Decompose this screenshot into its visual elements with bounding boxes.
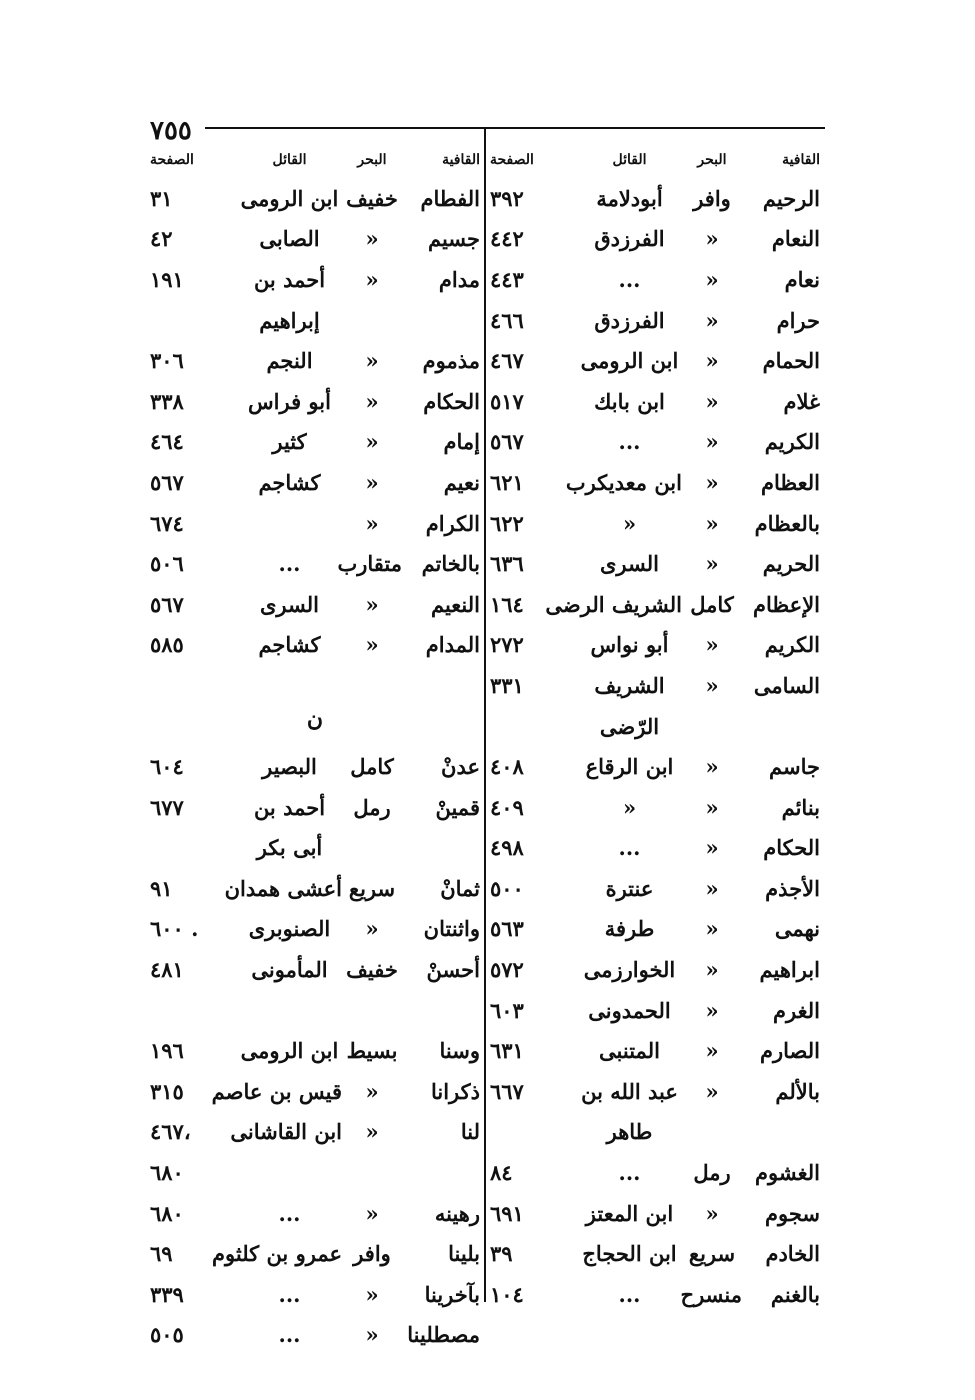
index-row bbox=[490, 584, 820, 625]
meter: « bbox=[705, 551, 719, 577]
rhyme: غلام bbox=[783, 388, 820, 414]
poet: أحمد بن bbox=[253, 794, 326, 820]
meter: « bbox=[705, 794, 719, 820]
header-rhyme: القافية bbox=[782, 152, 820, 168]
rhyme: نهمى bbox=[774, 916, 820, 942]
header-page: الصفحة bbox=[150, 152, 194, 168]
rhyme: الحكام bbox=[423, 388, 480, 414]
index-row bbox=[490, 300, 820, 341]
header-meter: البحر bbox=[697, 152, 727, 168]
page-ref: ٥٠٥ bbox=[150, 1322, 184, 1348]
poet: كثير bbox=[272, 429, 307, 455]
poet: ... bbox=[618, 266, 641, 292]
rhyme: إمام bbox=[443, 429, 480, 455]
index-row bbox=[150, 584, 480, 625]
page-ref: ١٠٤ bbox=[490, 1281, 524, 1307]
meter: « bbox=[365, 348, 379, 374]
rhyme: الأجذم bbox=[765, 875, 820, 901]
poet: كشاجم bbox=[258, 469, 321, 495]
meter: « bbox=[365, 469, 379, 495]
index-row bbox=[150, 746, 480, 787]
index-row bbox=[150, 1112, 480, 1153]
meter: وافر bbox=[693, 185, 731, 211]
page-ref: ٤٦٧ bbox=[490, 348, 524, 374]
meter: سريع bbox=[688, 1241, 736, 1267]
index-row bbox=[490, 746, 820, 787]
rhyme: الرحيم bbox=[762, 185, 820, 211]
meter: « bbox=[705, 1038, 719, 1064]
poet: النجم bbox=[266, 348, 313, 374]
rhyme: نعيم bbox=[443, 469, 480, 495]
rhyme: مذموم bbox=[422, 348, 480, 374]
poet: إبراهيم bbox=[259, 307, 320, 333]
meter: « bbox=[705, 469, 719, 495]
poet: الشريف الرضى bbox=[545, 591, 682, 617]
index-row bbox=[490, 1233, 820, 1274]
page-ref: ٦٠٠ . bbox=[150, 916, 199, 942]
rhyme: بالألم bbox=[775, 1078, 820, 1104]
header-rule bbox=[205, 127, 825, 129]
meter: « bbox=[365, 1200, 379, 1226]
column-headers bbox=[150, 142, 480, 178]
index-row bbox=[490, 1030, 820, 1071]
page-ref: ٥٦٣ bbox=[490, 916, 524, 942]
page-ref: ٤٢ bbox=[150, 226, 173, 252]
page-ref: ٥٠٦ bbox=[150, 551, 184, 577]
poet: أحمد بن bbox=[253, 266, 326, 292]
poet: الصابى bbox=[259, 226, 320, 252]
rhyme: الكريم bbox=[764, 632, 820, 658]
poet: المأمونى bbox=[251, 957, 328, 983]
meter: رمل bbox=[693, 1160, 731, 1186]
rhyme: مصطلينا bbox=[407, 1322, 480, 1348]
index-row bbox=[150, 543, 480, 584]
poet: الحمدونى bbox=[588, 997, 671, 1023]
poet: ابن الرومى bbox=[240, 185, 339, 211]
poet: كشاجم bbox=[258, 632, 321, 658]
page-ref: ٦٧٧ bbox=[150, 794, 184, 820]
meter: كامل bbox=[350, 754, 394, 780]
rhyme: الكريم bbox=[764, 429, 820, 455]
meter: « bbox=[365, 1322, 379, 1348]
page-ref: ٦٨٠ bbox=[150, 1160, 184, 1186]
poet: ... bbox=[618, 1281, 641, 1307]
index-row bbox=[490, 828, 820, 869]
rhyme: ابراهيم bbox=[759, 957, 820, 983]
index-row bbox=[150, 949, 480, 990]
meter: « bbox=[705, 307, 719, 333]
rhyme: بالغنم bbox=[770, 1281, 820, 1307]
page-ref: ٤٠٨ bbox=[490, 754, 524, 780]
meter: « bbox=[705, 875, 719, 901]
meter: منسرح bbox=[680, 1281, 742, 1307]
poet: الخوارزمى bbox=[583, 957, 676, 983]
index-row bbox=[490, 949, 820, 990]
page-ref: ١٩١ bbox=[150, 266, 184, 292]
index-row bbox=[150, 868, 480, 909]
header-rhyme: القافية bbox=[442, 152, 480, 168]
index-row bbox=[490, 1071, 820, 1112]
index-row bbox=[490, 1193, 820, 1234]
page-ref: ٥٦٧ bbox=[490, 429, 524, 455]
rhyme: عدنْ bbox=[441, 754, 480, 780]
header-meter: البحر bbox=[357, 152, 387, 168]
page-ref: ٣١ bbox=[150, 185, 173, 211]
poet: أبو نواس bbox=[590, 632, 669, 658]
page-ref: ٣١٥ bbox=[150, 1078, 184, 1104]
page-ref: ٦٢١ bbox=[490, 469, 524, 495]
rhyme: العظام bbox=[761, 469, 820, 495]
page-ref: ٩١ bbox=[150, 875, 173, 901]
poet: ابن الرومى bbox=[240, 1038, 339, 1064]
rhyme: ذكرانا bbox=[430, 1078, 480, 1104]
index-row bbox=[150, 909, 480, 950]
rhyme: أحسنْ bbox=[426, 957, 480, 983]
index-row bbox=[150, 381, 480, 422]
index-row bbox=[490, 422, 820, 463]
rhyme: الحمام bbox=[762, 348, 820, 374]
poet: البصير bbox=[262, 754, 317, 780]
meter: « bbox=[365, 916, 379, 942]
meter: « bbox=[705, 754, 719, 780]
index-row bbox=[150, 422, 480, 463]
meter: « bbox=[705, 1078, 719, 1104]
rhyme: الغشوم bbox=[755, 1160, 820, 1186]
rhyme: الحريم bbox=[762, 551, 820, 577]
meter: « bbox=[705, 997, 719, 1023]
continuation-row bbox=[150, 828, 480, 869]
poet: ... bbox=[618, 835, 641, 861]
page-ref: ١٩٦ bbox=[150, 1038, 184, 1064]
page-ref: ٣٣١ bbox=[490, 672, 524, 698]
poet: قيس بن عاصم bbox=[211, 1078, 342, 1104]
meter: سريع bbox=[348, 875, 396, 901]
index-row bbox=[490, 665, 820, 706]
poet: ابن المعتز bbox=[585, 1200, 674, 1226]
index-row bbox=[490, 259, 820, 300]
page-ref: ٣٩٢ bbox=[490, 185, 524, 211]
column-headers bbox=[490, 142, 820, 178]
rhyme: بالعظام bbox=[754, 510, 820, 536]
index-row bbox=[490, 787, 820, 828]
page-ref: ٤٦٦ bbox=[490, 307, 524, 333]
poet: ... bbox=[278, 1322, 301, 1348]
poet: ... bbox=[618, 429, 641, 455]
page-ref: ٣٣٩ bbox=[150, 1281, 184, 1307]
rhyme: سجوم bbox=[764, 1200, 820, 1226]
page-ref: ٤٦٤ bbox=[150, 429, 184, 455]
meter: كامل bbox=[690, 591, 734, 617]
index-row bbox=[150, 1152, 480, 1193]
poet: طرفة bbox=[604, 916, 655, 942]
index-row bbox=[150, 1193, 480, 1234]
meter: « bbox=[365, 1281, 379, 1307]
poet: ... bbox=[278, 1281, 301, 1307]
poet: عنترة bbox=[605, 875, 654, 901]
rhyme: وسنا bbox=[439, 1038, 480, 1064]
index-row bbox=[150, 1274, 480, 1315]
index-row bbox=[490, 178, 820, 219]
index-row bbox=[490, 381, 820, 422]
poet: طاهر bbox=[606, 1119, 653, 1145]
index-row bbox=[490, 909, 820, 950]
column-divider bbox=[484, 127, 486, 1302]
index-row bbox=[490, 340, 820, 381]
page-ref: ٦٦٧ bbox=[490, 1078, 524, 1104]
poet: أبى بكر bbox=[256, 835, 323, 861]
rhyme: الصارم bbox=[760, 1038, 820, 1064]
meter: « bbox=[705, 510, 719, 536]
meter: « bbox=[705, 957, 719, 983]
meter: وافر bbox=[353, 1241, 391, 1267]
page-ref: ٦٠٣ bbox=[490, 997, 524, 1023]
meter: « bbox=[705, 1200, 719, 1226]
continuation-row bbox=[490, 706, 820, 747]
poet: ابن بابك bbox=[594, 388, 665, 414]
rhyme: جاسم bbox=[769, 754, 820, 780]
rhyme: الحكام bbox=[763, 835, 820, 861]
rhyme: قمينْ bbox=[435, 794, 480, 820]
index-row bbox=[150, 503, 480, 544]
page-ref: ٨٤ bbox=[490, 1160, 513, 1186]
meter: « bbox=[705, 226, 719, 252]
rhyme: حرام bbox=[776, 307, 820, 333]
rhyme: لنا bbox=[460, 1119, 480, 1145]
meter: بسيط bbox=[346, 1038, 398, 1064]
index-row bbox=[150, 219, 480, 260]
page-ref: ٣٣٨ bbox=[150, 388, 184, 414]
index-row bbox=[490, 868, 820, 909]
page-ref: ٦٩١ bbox=[490, 1200, 524, 1226]
header-page: الصفحة bbox=[490, 152, 534, 168]
index-row bbox=[150, 340, 480, 381]
index-row bbox=[490, 503, 820, 544]
meter: رمل bbox=[353, 794, 391, 820]
page-ref: ٤٨١ bbox=[150, 957, 184, 983]
page-ref: ٤٤٣ bbox=[490, 266, 524, 292]
poet: ابن الرقاع bbox=[585, 754, 674, 780]
index-row bbox=[150, 990, 480, 1031]
rhyme: الخادم bbox=[765, 1241, 820, 1267]
meter: « bbox=[705, 388, 719, 414]
rhyme: الغرم bbox=[773, 997, 820, 1023]
meter: « bbox=[365, 632, 379, 658]
meter: « bbox=[705, 632, 719, 658]
rhyme: بنائم bbox=[781, 794, 820, 820]
rhyme: الكرام bbox=[425, 510, 480, 536]
poet: الفرزدق bbox=[594, 226, 665, 252]
rhyme: مدام bbox=[438, 266, 480, 292]
page-ref: ٥٦٧ bbox=[150, 591, 184, 617]
left-column bbox=[150, 142, 480, 1355]
poet: ابن الحجاج bbox=[582, 1241, 677, 1267]
index-row bbox=[150, 787, 480, 828]
meter: « bbox=[365, 266, 379, 292]
page-number: ٧٥٥ bbox=[150, 116, 192, 146]
poet: ابن الرومى bbox=[580, 348, 679, 374]
poet: « bbox=[622, 794, 637, 820]
poet: ابن القاشانى bbox=[230, 1119, 342, 1145]
meter: « bbox=[365, 591, 379, 617]
meter: متقارب bbox=[337, 551, 402, 577]
rhyme: رهينه bbox=[434, 1200, 480, 1226]
poet: عمرو بن كلثوم bbox=[212, 1241, 342, 1267]
page-ref: ٤٤٢ bbox=[490, 226, 524, 252]
rhyme: السامى bbox=[753, 672, 820, 698]
page-ref: ٤٠٩ bbox=[490, 794, 524, 820]
meter: خفيف bbox=[346, 185, 398, 211]
poet: المتنبى bbox=[599, 1038, 660, 1064]
page-ref: ٦٣٦ bbox=[490, 551, 524, 577]
poet: أعشى همدان bbox=[224, 875, 342, 901]
rhyme: النعام bbox=[771, 226, 820, 252]
page-ref: ٥٦٧ bbox=[150, 469, 184, 495]
index-row bbox=[490, 625, 820, 666]
page-ref: ١٦٤ bbox=[490, 591, 524, 617]
page-ref: ٦٨٠ bbox=[150, 1200, 184, 1226]
rhyme: بلينا bbox=[448, 1241, 480, 1267]
poet: ... bbox=[278, 1200, 301, 1226]
page-ref: ٦٩ bbox=[150, 1241, 173, 1267]
poet: « bbox=[622, 510, 637, 536]
rhyme: بآخرينا bbox=[424, 1281, 480, 1307]
index-row bbox=[150, 462, 480, 503]
meter: « bbox=[705, 348, 719, 374]
page-ref: ٤٦٧، bbox=[150, 1119, 191, 1145]
index-row bbox=[490, 462, 820, 503]
page-ref: ٥٧٢ bbox=[490, 957, 524, 983]
header-poet: القائل bbox=[272, 152, 307, 168]
meter: « bbox=[705, 429, 719, 455]
meter: « bbox=[705, 835, 719, 861]
index-row bbox=[490, 1152, 820, 1193]
poet: ابن معديكرب bbox=[565, 469, 682, 495]
index-row bbox=[150, 178, 480, 219]
poet: عبد الله بن bbox=[581, 1078, 678, 1104]
index-row bbox=[150, 259, 480, 300]
page-ref: ٦٢٢ bbox=[490, 510, 524, 536]
page-ref: ٢٧٢ bbox=[490, 632, 524, 658]
page-ref: ٦٠٤ bbox=[150, 754, 184, 780]
index-row bbox=[150, 1071, 480, 1112]
poet: الشريف bbox=[594, 672, 665, 698]
rhyme: بالخاتم bbox=[421, 551, 480, 577]
rhyme: واثنتان bbox=[423, 916, 480, 942]
index-row bbox=[150, 1030, 480, 1071]
rhyme: المدام bbox=[425, 632, 480, 658]
page-ref: ٥١٧ bbox=[490, 388, 524, 414]
poet: السرى bbox=[600, 551, 659, 577]
index-row bbox=[490, 543, 820, 584]
rhyme: نعام bbox=[784, 266, 820, 292]
index-row bbox=[490, 1274, 820, 1315]
poet: الصنوبرى bbox=[248, 916, 331, 942]
page-ref: ٦٧٤ bbox=[150, 510, 184, 536]
continuation-row bbox=[490, 1112, 820, 1153]
header-poet: القائل bbox=[612, 152, 647, 168]
meter: « bbox=[365, 1078, 379, 1104]
poet: ... bbox=[618, 1160, 641, 1186]
meter: « bbox=[705, 916, 719, 942]
index-row bbox=[150, 1315, 480, 1356]
index-row bbox=[490, 990, 820, 1031]
poet: ... bbox=[278, 551, 301, 577]
index-row bbox=[150, 1233, 480, 1274]
poet: السرى bbox=[260, 591, 319, 617]
rhyme: جسيم bbox=[427, 226, 480, 252]
meter: « bbox=[365, 510, 379, 536]
meter: « bbox=[365, 1119, 379, 1145]
meter: خفيف bbox=[346, 957, 398, 983]
poet: الفرزدق bbox=[594, 307, 665, 333]
continuation-row bbox=[150, 300, 480, 341]
poet: أبودلامة bbox=[596, 185, 663, 211]
rhyme: الفطام bbox=[420, 185, 480, 211]
page-ref: ٦٣١ bbox=[490, 1038, 524, 1064]
section-letter: ن bbox=[306, 705, 324, 732]
poet: الرّضى bbox=[599, 713, 660, 739]
page-ref: ٣٠٦ bbox=[150, 348, 184, 374]
meter: « bbox=[365, 388, 379, 414]
right-column bbox=[490, 142, 820, 1315]
poet: أبو فراس bbox=[248, 388, 331, 414]
page-ref: ٥٨٥ bbox=[150, 632, 184, 658]
index-row bbox=[150, 625, 480, 666]
meter: « bbox=[705, 266, 719, 292]
meter: « bbox=[365, 226, 379, 252]
meter: « bbox=[365, 429, 379, 455]
index-row bbox=[490, 219, 820, 260]
meter: « bbox=[705, 672, 719, 698]
rhyme: النعيم bbox=[430, 591, 480, 617]
page-ref: ٣٩ bbox=[490, 1241, 513, 1267]
index-row bbox=[150, 665, 480, 706]
rhyme: ثمانْ bbox=[440, 875, 480, 901]
page-ref: ٥٠٠ bbox=[490, 875, 524, 901]
rhyme: الإعظام bbox=[753, 591, 820, 617]
page-ref: ٤٩٨ bbox=[490, 835, 524, 861]
